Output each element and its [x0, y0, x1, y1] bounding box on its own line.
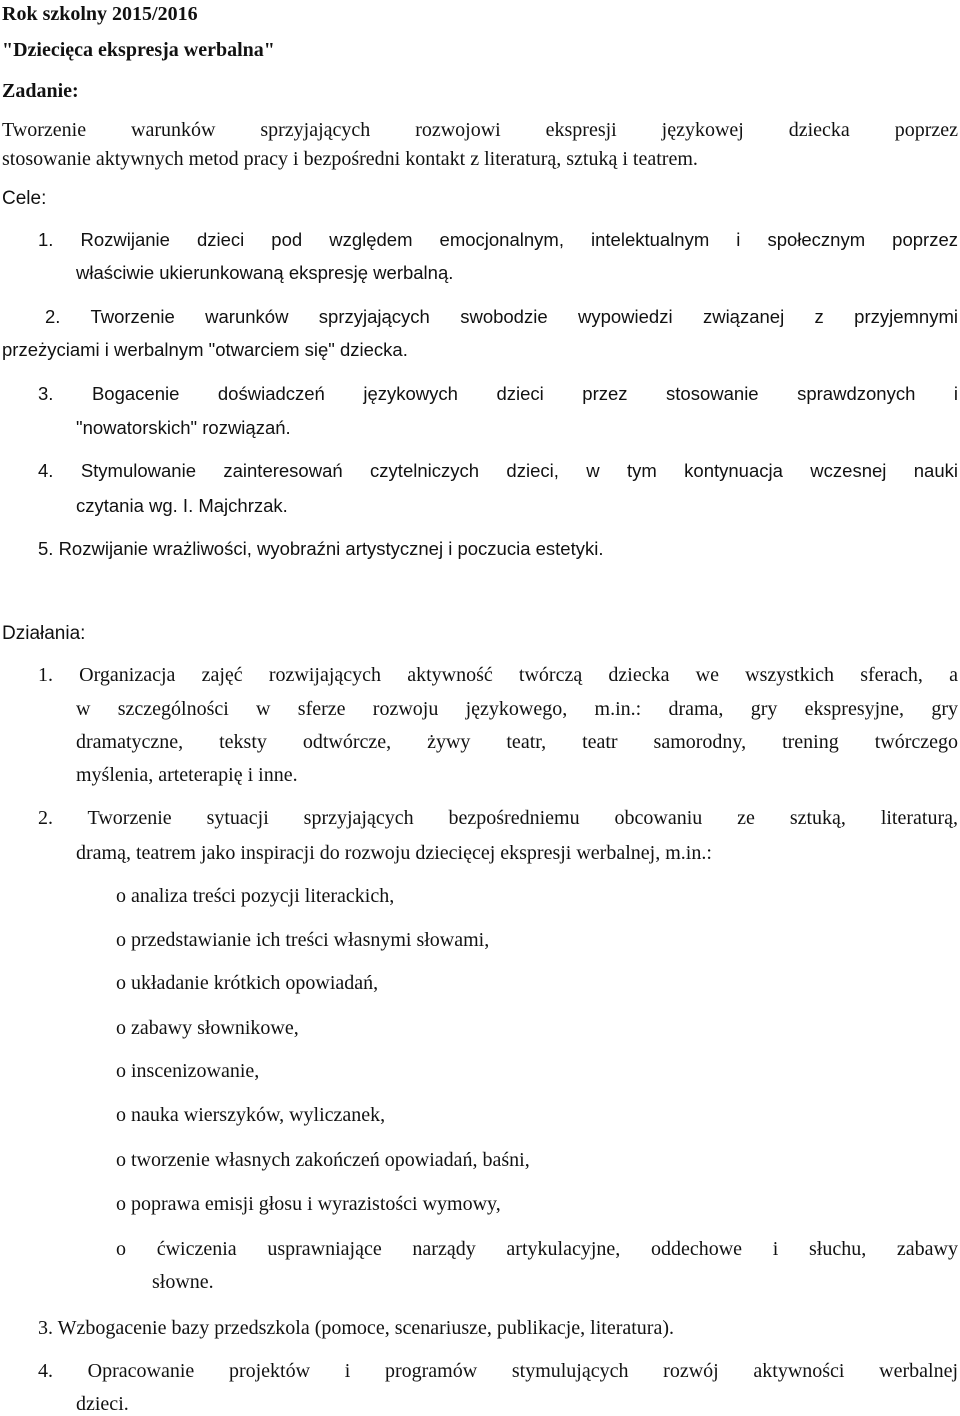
list-item: o analiza treści pozycji literackich, — [116, 885, 395, 907]
goals-heading: Cele: — [2, 188, 47, 209]
goal-4-line-1: 4. Stymulowanie zainteresowań czytelniczych dzieci, w tym kontynuacja wczesnej nauki — [38, 460, 958, 481]
goal-3-line-1: 3. Bogacenie doświadczeń językowych dzieci przez stosowanie sprawdzonych i — [38, 383, 958, 404]
list-item: o nauka wierszyków, wyliczanek, — [116, 1104, 386, 1126]
goal-4-line-2: czytania wg. I. Majchrzak. — [76, 495, 288, 516]
list-item: o ćwiczenia usprawniające narządy artykulacyjne, oddechowe i słuchu, zabawy — [116, 1238, 958, 1260]
goal-1-line-2: właściwie ukierunkowaną ekspresję werbalną. — [76, 262, 454, 283]
list-item: o przedstawianie ich treści własnymi słowami, — [116, 929, 490, 951]
goal-2-line-2: przeżyciami i werbalnym "otwarciem się" dziecka. — [2, 339, 408, 360]
action-1-line-3: dramatyczne, teksty odtwórcze, żywy teatr, teatr samorodny, trening twórczego — [76, 731, 958, 753]
program-title: "Dziecięca ekspresja werbalna" — [2, 39, 275, 61]
list-item: o układanie krótkich opowiadań, — [116, 972, 379, 994]
list-item: o poprawa emisji głosu i wyrazistości wymowy, — [116, 1193, 501, 1215]
task-heading: Zadanie: — [2, 80, 79, 102]
list-item: o tworzenie własnych zakończeń opowiadań, baśni, — [116, 1149, 530, 1171]
list-item: o inscenizowanie, — [116, 1060, 260, 1082]
goal-2-line-1: 2. Tworzenie warunków sprzyjających swobodzie wypowiedzi związanej z przyjemnymi — [45, 306, 958, 327]
school-year: Rok szkolny 2015/2016 — [2, 3, 198, 25]
action-3-line-1: 3. Wzbogacenie bazy przedszkola (pomoce, scenariusze, publikacje, literatura). — [38, 1317, 674, 1339]
list-item-continuation: słowne. — [152, 1271, 214, 1293]
actions-heading: Działania: — [2, 623, 86, 644]
task-line-1: Tworzenie warunków sprzyjających rozwojowi ekspresji językowej dziecka poprzez — [2, 119, 958, 141]
action-2-line-1: 2. Tworzenie sytuacji sprzyjających bezpośredniemu obcowaniu ze sztuką, literaturą, — [38, 807, 958, 829]
goal-1-line-1: 1. Rozwijanie dzieci pod względem emocjonalnym, intelektualnym i społecznym poprzez — [38, 229, 958, 250]
action-2-line-2: dramą, teatrem jako inspiracji do rozwoju dziecięcej ekspresji werbalnej, m.in.: — [76, 842, 712, 864]
goal-3-line-2: "nowatorskich" rozwiązań. — [76, 417, 291, 438]
action-1-line-4: myślenia, arteterapię i inne. — [76, 764, 298, 786]
goal-5-line-1: 5. Rozwijanie wrażliwości, wyobraźni artystycznej i poczucia estetyki. — [38, 538, 604, 559]
action-4-line-1: 4. Opracowanie projektów i programów stymulujących rozwój aktywności werbalnej — [38, 1360, 958, 1382]
task-line-2: stosowanie aktywnych metod pracy i bezpośredni kontakt z literaturą, sztuką i teatrem. — [2, 148, 698, 170]
action-1-line-1: 1. Organizacja zajęć rozwijających aktywność twórczą dziecka we wszystkich sferach, a — [38, 664, 958, 686]
action-4-line-2: dzieci. — [76, 1393, 129, 1415]
list-item: o zabawy słownikowe, — [116, 1017, 299, 1039]
action-1-line-2: w szczególności w sferze rozwoju językowego, m.in.: drama, gry ekspresyjne, gry — [76, 698, 958, 720]
